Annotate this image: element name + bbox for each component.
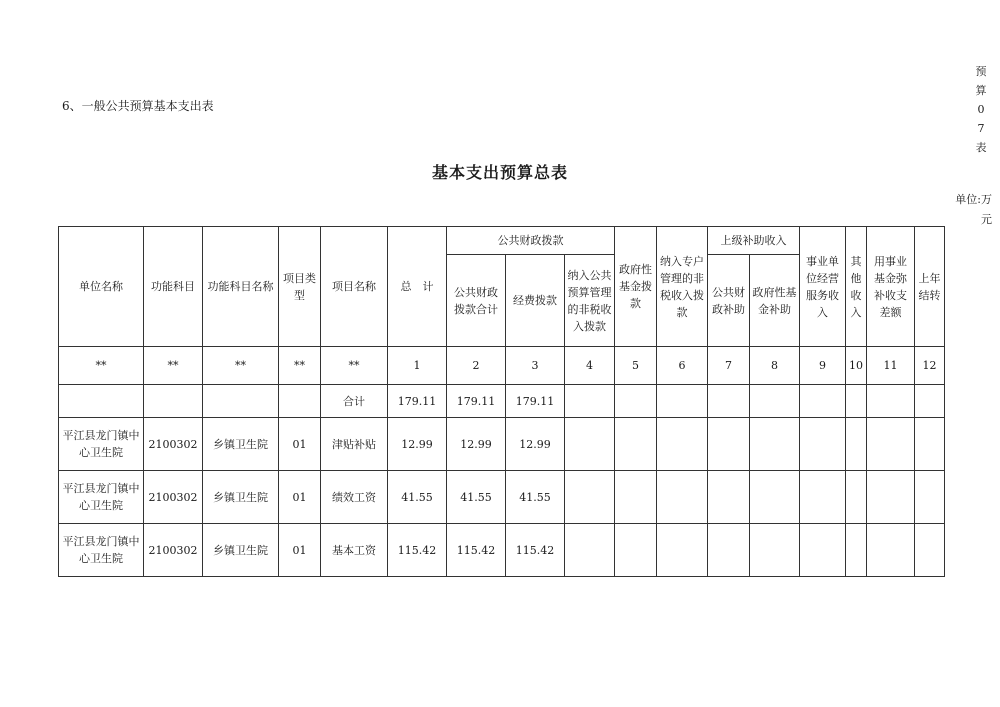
index-cell: 10 [846, 347, 867, 385]
empty-cell [279, 385, 321, 418]
empty-cell [750, 524, 800, 577]
public-total-cell: 41.55 [447, 471, 506, 524]
expense-cell: 41.55 [506, 471, 565, 524]
empty-cell [144, 385, 203, 418]
empty-cell [615, 418, 657, 471]
empty-cell [915, 418, 945, 471]
empty-cell [800, 471, 846, 524]
form-number-note [974, 62, 988, 157]
empty-cell [615, 524, 657, 577]
item-type-cell: 01 [279, 524, 321, 577]
empty-cell [657, 418, 708, 471]
empty-cell [565, 471, 615, 524]
form-number-char: 0 [977, 103, 985, 116]
empty-cell [657, 471, 708, 524]
table-row [59, 524, 945, 577]
public-total-cell: 115.42 [447, 524, 506, 577]
empty-cell [846, 385, 867, 418]
empty-cell [867, 471, 915, 524]
budget-table [58, 226, 945, 577]
empty-cell [867, 418, 915, 471]
header-unit-name: 单位名称 [59, 227, 144, 347]
index-cell: ** [279, 347, 321, 385]
empty-cell [708, 385, 750, 418]
empty-cell [915, 471, 945, 524]
unit-name-cell: 平江县龙门镇中心卫生院 [59, 471, 144, 524]
header-other-income: 其他收入 [846, 227, 867, 347]
empty-cell [846, 471, 867, 524]
item-type-cell: 01 [279, 418, 321, 471]
header-last-year: 上年结转 [915, 227, 945, 347]
header-special-nontax: 纳入专户管理的非税收入拨款 [657, 227, 708, 347]
empty-cell [750, 418, 800, 471]
item-name-cell: 基本工资 [321, 524, 388, 577]
index-cell: 9 [800, 347, 846, 385]
empty-cell [203, 385, 279, 418]
empty-cell [800, 418, 846, 471]
empty-cell [750, 471, 800, 524]
header-item-name: 项目名称 [321, 227, 388, 347]
func-name-cell: 乡镇卫生院 [203, 418, 279, 471]
total-label: 合计 [321, 385, 388, 418]
unit-name-cell: 平江县龙门镇中心卫生院 [59, 524, 144, 577]
header-func-name: 功能科目名称 [203, 227, 279, 347]
header-expense-alloc: 经费拨款 [506, 255, 565, 347]
empty-cell [708, 418, 750, 471]
index-cell: 12 [915, 347, 945, 385]
header-superior-subsidy: 上级补助收入 [708, 227, 800, 255]
expense-cell: 12.99 [506, 418, 565, 471]
header-gov-fund-subsidy: 政府性基金补助 [750, 255, 800, 347]
header-public-fiscal-subsidy: 公共财政补助 [708, 255, 750, 347]
form-number-char: 表 [975, 141, 987, 154]
empty-cell [565, 418, 615, 471]
empty-cell [800, 524, 846, 577]
section-label: 6、一般公共预算基本支出表 [62, 99, 214, 113]
page-title: 基本支出预算总表 [431, 163, 568, 182]
total-cell: 179.11 [388, 385, 447, 418]
index-cell: 2 [447, 347, 506, 385]
table-row [59, 471, 945, 524]
index-cell: 7 [708, 347, 750, 385]
empty-cell [615, 471, 657, 524]
header-fund-gap: 用事业基金弥补收支差额 [867, 227, 915, 347]
func-name-cell: 乡镇卫生院 [203, 524, 279, 577]
header-public-finance-total: 公共财政拨款合计 [447, 255, 506, 347]
index-cell: 6 [657, 347, 708, 385]
header-public-finance: 公共财政拨款 [447, 227, 615, 255]
index-cell: 8 [750, 347, 800, 385]
header-func-code: 功能科目 [144, 227, 203, 347]
index-cell: ** [321, 347, 388, 385]
index-cell: ** [144, 347, 203, 385]
empty-cell [846, 418, 867, 471]
empty-cell [846, 524, 867, 577]
empty-cell [565, 385, 615, 418]
unit-label: 单位:万元 [955, 193, 992, 226]
index-cell: 11 [867, 347, 915, 385]
empty-cell [657, 524, 708, 577]
public-total-cell: 12.99 [447, 418, 506, 471]
index-cell: 1 [388, 347, 447, 385]
empty-cell [800, 385, 846, 418]
empty-cell [708, 471, 750, 524]
index-cell: ** [59, 347, 144, 385]
total-row [59, 385, 945, 418]
total-cell: 115.42 [388, 524, 447, 577]
form-number-char: 预 [975, 65, 987, 78]
form-number-char: 7 [977, 122, 985, 135]
item-name-cell: 津贴补贴 [321, 418, 388, 471]
func-code-cell: 2100302 [144, 524, 203, 577]
item-type-cell: 01 [279, 471, 321, 524]
total-cell: 41.55 [388, 471, 447, 524]
empty-cell [867, 524, 915, 577]
index-row [59, 347, 945, 385]
empty-cell [657, 385, 708, 418]
empty-cell [708, 524, 750, 577]
public-total-cell: 179.11 [447, 385, 506, 418]
table-row [59, 418, 945, 471]
func-name-cell: 乡镇卫生院 [203, 471, 279, 524]
empty-cell [867, 385, 915, 418]
header-public-budget-nontax: 纳入公共预算管理的非税收入拨款 [565, 255, 615, 347]
header-total: 总 计 [388, 227, 447, 347]
empty-cell [915, 524, 945, 577]
unit-name-cell: 平江县龙门镇中心卫生院 [59, 418, 144, 471]
index-cell: 5 [615, 347, 657, 385]
empty-cell [59, 385, 144, 418]
form-number-char: 算 [975, 84, 987, 97]
func-code-cell: 2100302 [144, 418, 203, 471]
index-cell: 4 [565, 347, 615, 385]
item-name-cell: 绩效工资 [321, 471, 388, 524]
header-item-type: 项目类型 [279, 227, 321, 347]
header-gov-fund: 政府性基金拨款 [615, 227, 657, 347]
func-code-cell: 2100302 [144, 471, 203, 524]
empty-cell [750, 385, 800, 418]
expense-cell: 179.11 [506, 385, 565, 418]
total-cell: 12.99 [388, 418, 447, 471]
empty-cell [565, 524, 615, 577]
header-business-income: 事业单位经营服务收入 [800, 227, 846, 347]
header-row-1 [59, 227, 945, 255]
empty-cell [615, 385, 657, 418]
index-cell: 3 [506, 347, 565, 385]
expense-cell: 115.42 [506, 524, 565, 577]
empty-cell [915, 385, 945, 418]
index-cell: ** [203, 347, 279, 385]
